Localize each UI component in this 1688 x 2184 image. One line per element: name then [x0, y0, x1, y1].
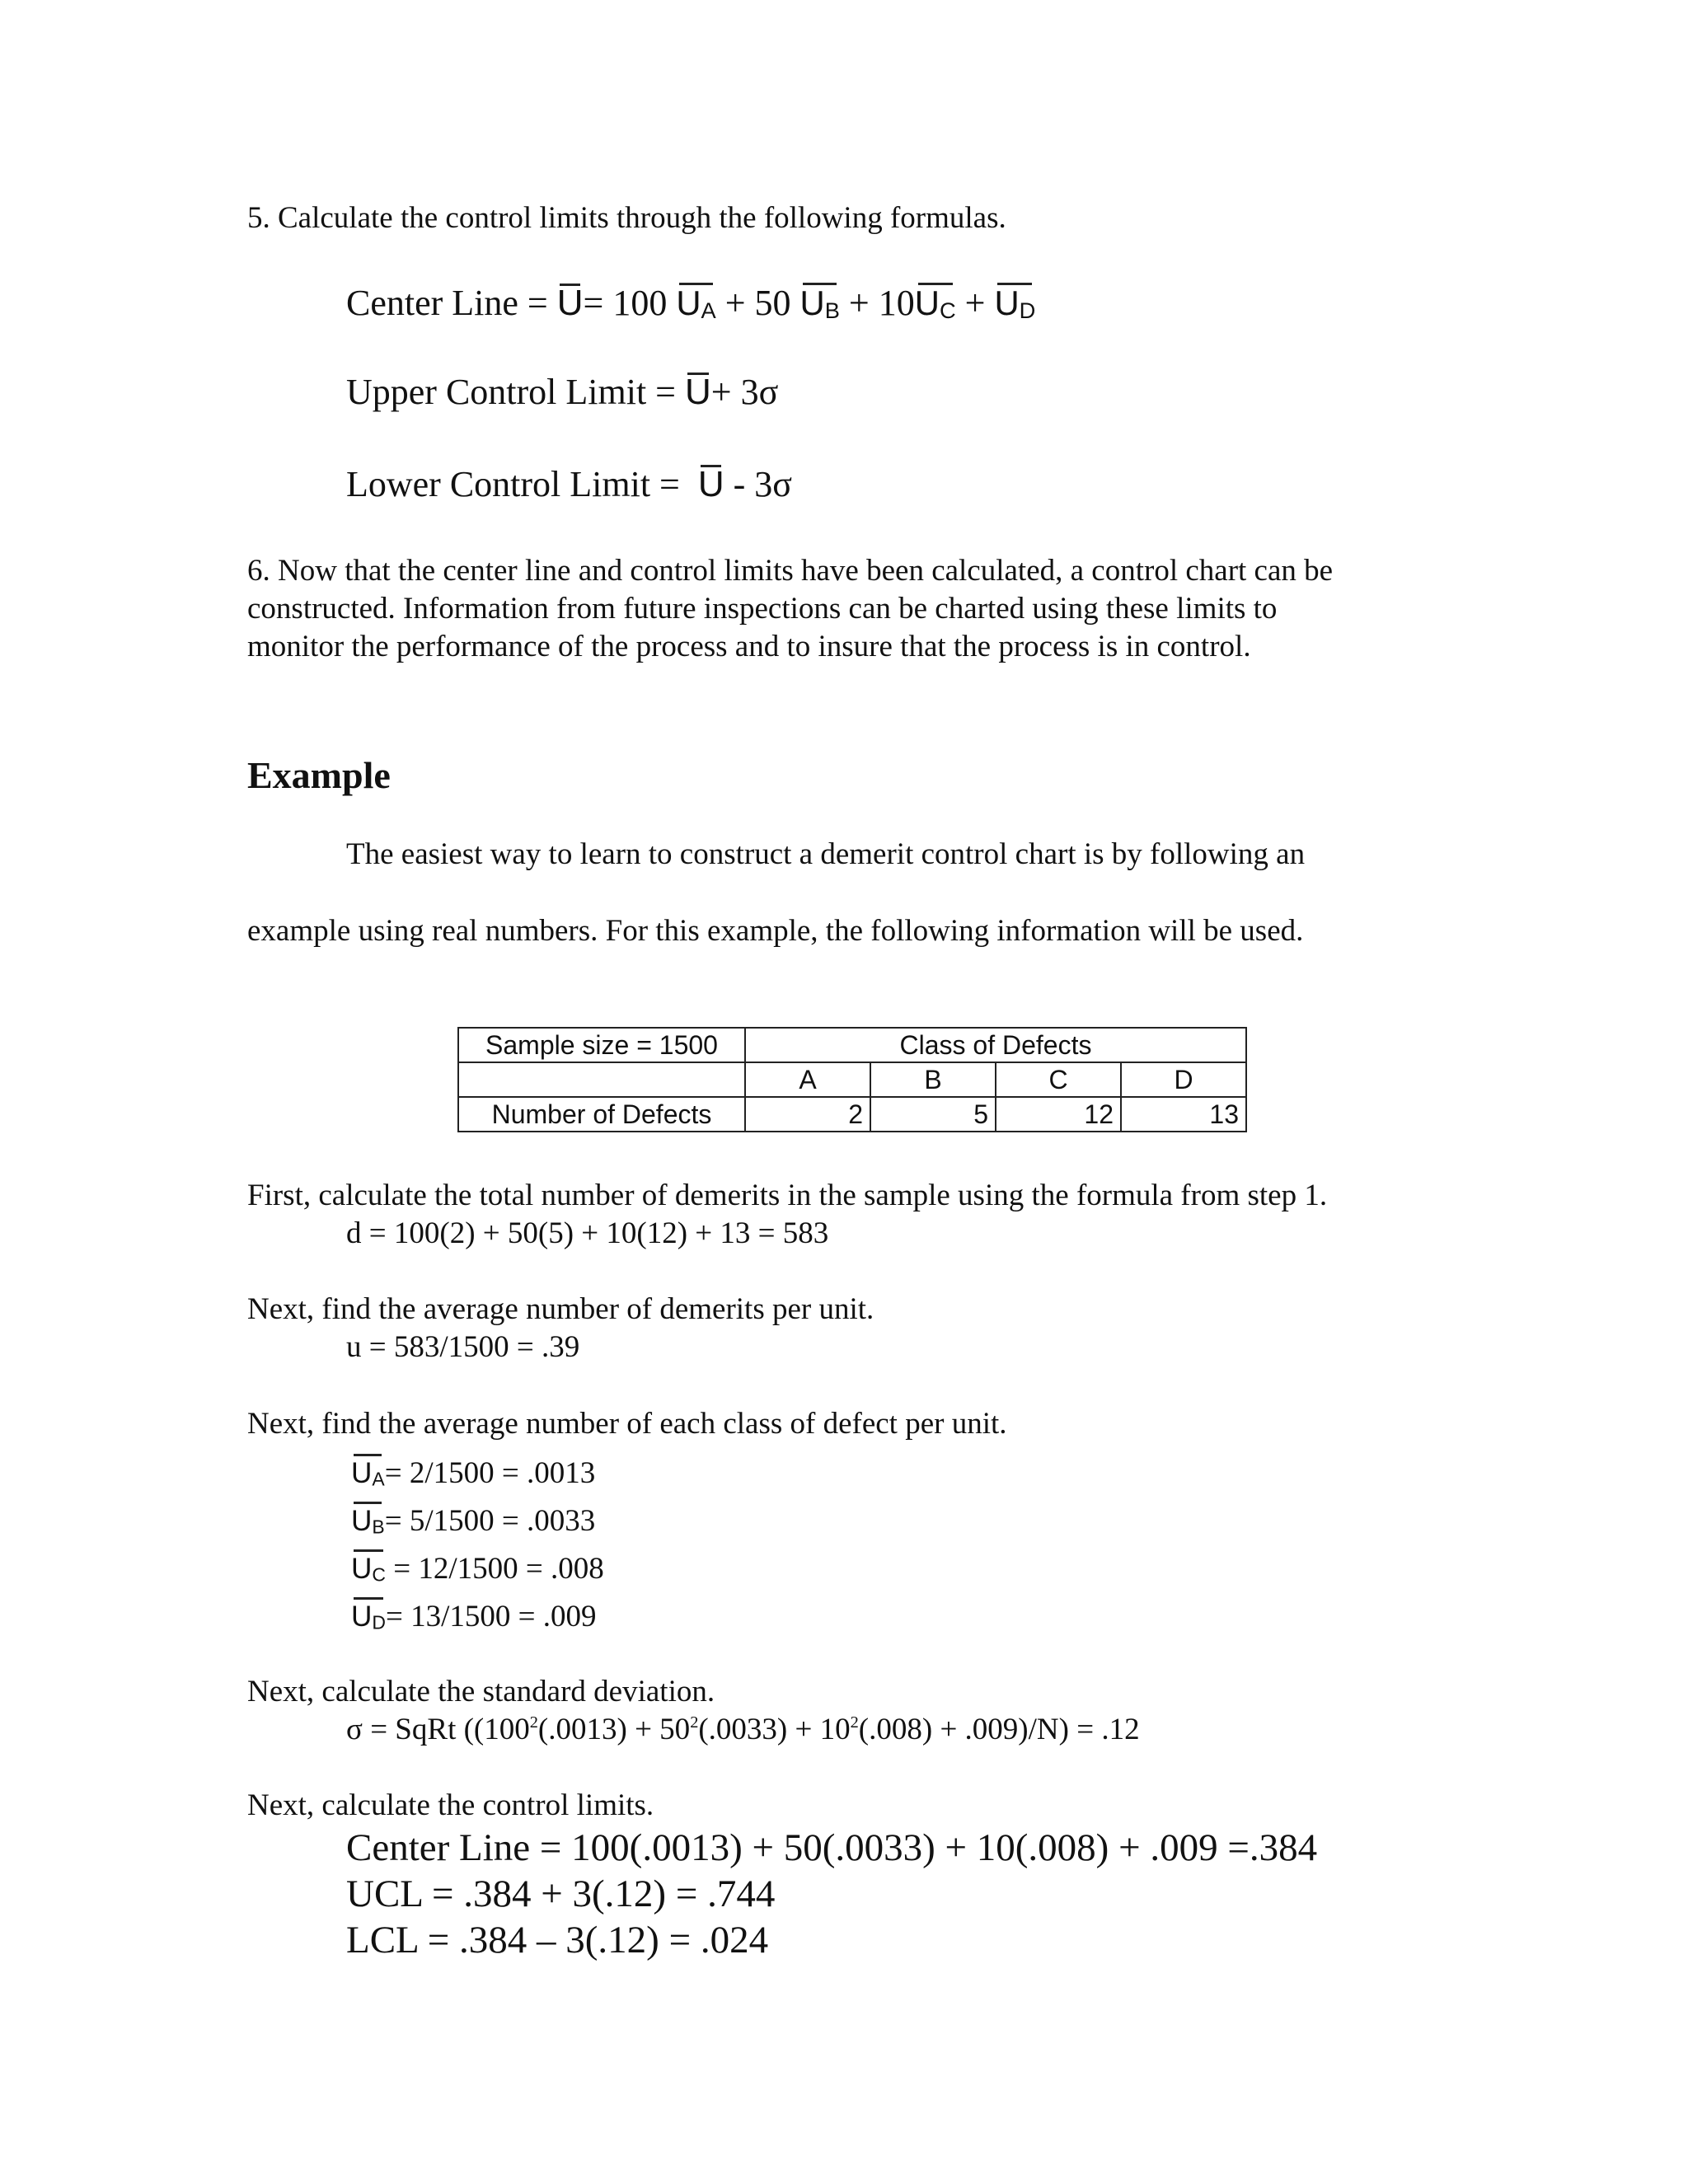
class-a-header: A — [745, 1062, 870, 1097]
center-plus50: + 50 — [724, 283, 791, 323]
lcl-tail: - 3σ — [733, 464, 793, 504]
calc-sd: σ = SqRt $((100^2(.0013) + 50^2(.0033) + 10^2(.008) + .009)/N) = .12$ — [346, 1713, 1140, 1746]
calc-avg: u = 583/1500 = .39 — [346, 1330, 580, 1364]
calc-next-avg: Next, find the average number of demerits per unit. — [247, 1292, 874, 1326]
ucl-tail: + 3σ — [710, 372, 779, 412]
example-intro-line2: example using real numbers. For this example, the following information will be used. — [247, 914, 1304, 948]
ud-value: = 13/1500 = .009 — [385, 1600, 597, 1633]
table-row — [458, 1062, 1246, 1097]
u-bar-symbol: U — [697, 464, 724, 504]
uc-bar-symbol: $U_C$ — [351, 1546, 386, 1588]
ucl-label: Upper Control Limit = — [346, 372, 676, 412]
ub-value: = 5/1500 = .0033 — [384, 1504, 596, 1538]
class-b-header: B — [870, 1062, 996, 1097]
ua-bar-symbol: $U_A$ — [351, 1451, 385, 1493]
lcl-label: Lower Control Limit = — [346, 464, 680, 504]
calc-ua — [351, 1451, 595, 1493]
center-plus10: + 10 — [848, 283, 915, 323]
calc-ud — [351, 1594, 596, 1636]
step6-line1: 6. Now that the center line and control limits have been calculated, a control chart can be — [247, 554, 1334, 588]
calc-next-sd: Next, calculate the standard deviation. — [247, 1675, 715, 1708]
uc-bar-symbol: $U_C$ — [915, 279, 956, 325]
ud-bar-symbol: $U_D$ — [994, 279, 1035, 325]
count-a: 2 — [745, 1097, 870, 1132]
empty-cell — [458, 1062, 745, 1097]
calc-next-class: Next, find the average number of each class of defect per unit. — [247, 1407, 1007, 1441]
ub-bar-symbol: $U_B$ — [351, 1498, 385, 1540]
count-d: 13 — [1121, 1097, 1246, 1132]
ua-value: = 2/1500 = .0013 — [384, 1456, 596, 1490]
uc-value: = 12/1500 = .008 — [385, 1552, 604, 1586]
ub-bar-symbol: $U_B$ — [800, 279, 840, 325]
class-c-header: C — [996, 1062, 1121, 1097]
step6-line3: monitor the performance of the process and to insure that the process is in control. — [247, 630, 1251, 663]
ucl-formula — [346, 371, 778, 414]
step5-text: 5. Calculate the control limits through the following formulas. — [247, 201, 1006, 235]
center-line-label: Center Line = — [346, 283, 548, 323]
table-row — [458, 1028, 1246, 1062]
center-plus: + — [964, 283, 986, 323]
calc-center-line: Center Line = 100(.0013) + 50(.0033) + 10(.008) + .009 =.384 — [346, 1826, 1318, 1869]
defects-table — [457, 1027, 1247, 1132]
calc-lcl: LCL = .384 – 3(.12) = .024 — [346, 1919, 769, 1961]
count-c: 12 — [996, 1097, 1121, 1132]
example-heading: Example — [247, 754, 391, 796]
u-bar-symbol: U — [685, 372, 711, 412]
count-b: 5 — [870, 1097, 996, 1132]
lcl-formula — [346, 463, 792, 506]
class-of-defects-header: Class of Defects — [745, 1028, 1246, 1062]
center-line-formula — [346, 279, 1035, 325]
calc-next-limits: Next, calculate the control limits. — [247, 1788, 654, 1822]
sample-size-cell: Sample size = 1500 — [458, 1028, 745, 1062]
calc-first: First, calculate the total number of demerits in the sample using the formula from step 1. — [247, 1179, 1328, 1212]
step6-line2: constructed. Information from future inspections can be charted using these limits to — [247, 592, 1278, 626]
class-d-header: D — [1121, 1062, 1246, 1097]
ud-bar-symbol: $U_D$ — [351, 1594, 386, 1636]
calc-ub — [351, 1498, 595, 1540]
calc-demerits: d = 100(2) + 50(5) + 10(12) + 13 = 583 — [346, 1216, 829, 1250]
center-eq: = 100 — [583, 283, 668, 323]
ua-bar-symbol: $U_A$ — [676, 279, 715, 325]
u-bar-symbol: U — [556, 283, 584, 323]
calc-ucl: UCL = .384 + 3(.12) = .744 — [346, 1872, 776, 1915]
example-intro-line1: The easiest way to learn to construct a demerit control chart is by following an — [346, 837, 1306, 871]
calc-uc — [351, 1546, 604, 1588]
table-row — [458, 1097, 1246, 1132]
number-of-defects-label: Number of Defects — [458, 1097, 745, 1132]
